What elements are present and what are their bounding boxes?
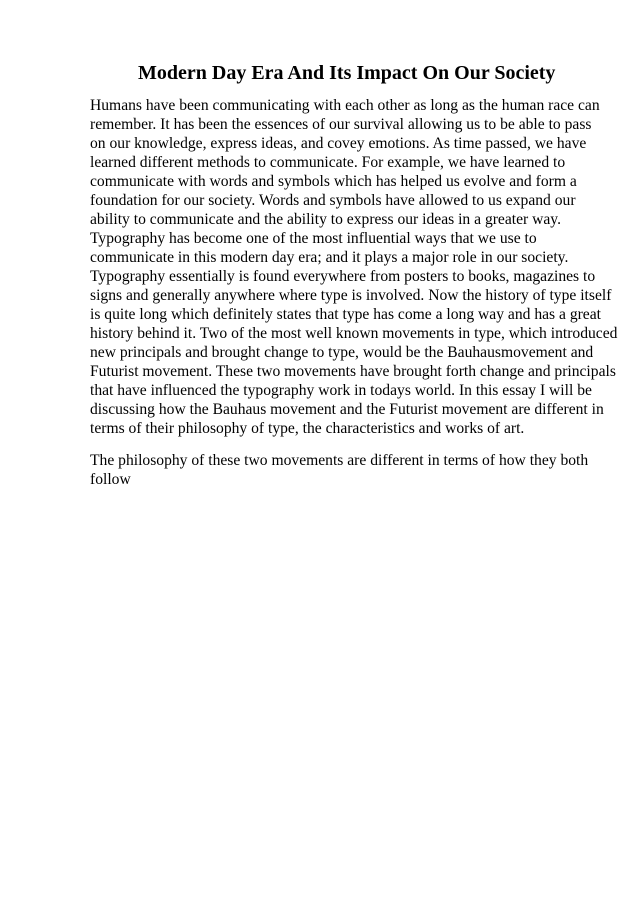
text-line: communicate in this modern day era; and it plays a major role in our society.: [90, 249, 569, 266]
text-line: Typography essentially is found everywhere from posters to books, magazines to: [90, 268, 596, 285]
text-line: The philosophy of these two movements are different in terms of how they both: [90, 452, 589, 469]
text-line: on our knowledge, express ideas, and covey emotions. As time passed, we have: [90, 135, 587, 152]
text-line: discussing how the Bauhaus movement and the Futurist movement are different in: [90, 401, 604, 418]
text-line: communicate with words and symbols which has helped us evolve and form a: [90, 173, 577, 190]
paragraph-intro: [90, 96, 618, 438]
text-line: Typography has become one of the most influential ways that we use to: [90, 230, 537, 247]
text-line: terms of their philosophy of type, the characteristics and works of art.: [90, 420, 525, 437]
text-line: that have influenced the typography work in todays world. In this essay I will be: [90, 382, 592, 399]
paragraph-philosophy: [90, 451, 590, 489]
text-line: ability to communicate and the ability to express our ideas in a greater way.: [90, 211, 561, 228]
text-line: history behind it. Two of the most well known movements in type, which introduced: [90, 325, 618, 342]
text-line: Futurist movement. These two movements have brought forth change and principals: [90, 363, 616, 380]
text-line: signs and generally anywhere where type is involved. Now the history of type itself: [90, 287, 612, 304]
text-line: is quite long which definitely states that type has come a long way and has a great: [90, 306, 601, 323]
text-line: learned different methods to communicate. For example, we have learned to: [90, 154, 566, 171]
text-line: follow: [90, 471, 131, 488]
text-line: Humans have been communicating with each other as long as the human race can: [90, 97, 600, 114]
text-line: remember. It has been the essences of our survival allowing us to be able to pass: [90, 116, 592, 133]
document-title: Modern Day Era And Its Impact On Our Society: [138, 62, 556, 84]
text-line: new principals and brought change to type, would be the Bauhausmovement and: [90, 344, 594, 361]
text-line: foundation for our society. Words and symbols have allowed to us expand our: [90, 192, 576, 209]
